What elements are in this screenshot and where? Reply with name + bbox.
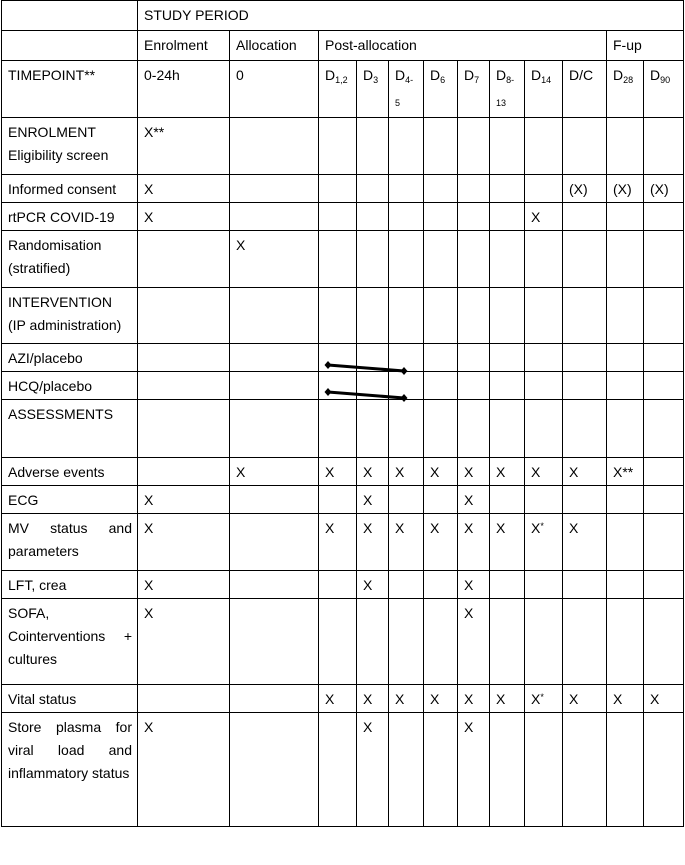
cell-mark: X** bbox=[138, 118, 230, 175]
timepoint-d90 bbox=[644, 61, 684, 118]
cell-mark: X bbox=[138, 203, 230, 231]
timepoint-d-letter: D bbox=[613, 67, 624, 83]
timepoint-subscript: 7 bbox=[474, 75, 480, 85]
cell-mark: X bbox=[357, 458, 389, 486]
phase-post-allocation: Post-allocation bbox=[319, 31, 607, 61]
cell-mark: X bbox=[458, 685, 490, 713]
timepoint-d4-5 bbox=[389, 61, 424, 118]
cell-mark-starred bbox=[525, 514, 563, 571]
cell-mark: X bbox=[490, 458, 525, 486]
timepoint-d14 bbox=[525, 61, 563, 118]
row-label-lft: LFT, crea bbox=[2, 571, 138, 599]
row-ecg bbox=[2, 486, 684, 514]
label-intervention: INTERVENTION bbox=[8, 294, 112, 310]
row-label-azi: AZI/placebo bbox=[2, 344, 138, 372]
timepoint-d-letter: D bbox=[430, 67, 441, 83]
cell-mark: X bbox=[525, 203, 563, 231]
timepoint-d-letter: D bbox=[464, 67, 475, 83]
timepoint-d-letter: D bbox=[325, 67, 336, 83]
cell-mark: X bbox=[319, 514, 357, 571]
cell-mark: X bbox=[644, 685, 684, 713]
header-row-phases bbox=[2, 31, 684, 61]
row-hcq bbox=[2, 372, 684, 400]
cell-mark: X bbox=[389, 514, 424, 571]
timepoint-d-letter: D bbox=[531, 67, 542, 83]
timepoint-d-letter: D bbox=[363, 67, 374, 83]
cell-mark: X bbox=[319, 685, 357, 713]
row-label-assessments: ASSESSMENTS bbox=[2, 400, 138, 458]
cell-mark: X bbox=[138, 713, 230, 827]
cell-mark: X bbox=[357, 514, 389, 571]
timepoint-d8-13 bbox=[490, 61, 525, 118]
cell-mark: X bbox=[458, 486, 490, 514]
timepoint-d7 bbox=[458, 61, 490, 118]
cell-mark: X bbox=[357, 486, 389, 514]
cell-mark: X bbox=[357, 685, 389, 713]
cell-mark: X bbox=[458, 571, 490, 599]
cell-mark: X bbox=[563, 514, 607, 571]
cell-mark-optional: (X) bbox=[563, 175, 607, 203]
row-informed-consent bbox=[2, 175, 684, 203]
timepoint-d1-2 bbox=[319, 61, 357, 118]
row-lft bbox=[2, 571, 684, 599]
timepoint-subscript: 3 bbox=[373, 75, 379, 85]
cell-mark: X bbox=[138, 175, 230, 203]
spirit-schedule-table bbox=[1, 0, 684, 827]
timepoint-d-letter: D bbox=[395, 67, 406, 83]
timepoint-discharge: D/C bbox=[563, 61, 607, 118]
cell-mark: X bbox=[424, 458, 458, 486]
phase-enrolment: Enrolment bbox=[138, 31, 230, 61]
label-ip-administration: (IP administration) bbox=[8, 317, 122, 333]
label-enrolment-title: ENROLMENT bbox=[8, 124, 96, 140]
cell-mark: X bbox=[424, 514, 458, 571]
cell-mark: X bbox=[458, 599, 490, 685]
row-label-intervention bbox=[2, 288, 138, 344]
cell-mark: X bbox=[230, 458, 319, 486]
row-label-consent: Informed consent bbox=[2, 175, 138, 203]
phase-follow-up: F-up bbox=[607, 31, 684, 61]
cell-mark-optional: (X) bbox=[644, 175, 684, 203]
cell-mark-starred bbox=[525, 685, 563, 713]
cell-mark-optional: (X) bbox=[607, 175, 644, 203]
timepoint-subscript: 8-13 bbox=[496, 75, 515, 108]
timepoint-d-letter: D bbox=[650, 67, 661, 83]
cell-mark: X bbox=[458, 514, 490, 571]
cell-mark: X bbox=[138, 599, 230, 685]
mark-x: X bbox=[531, 520, 541, 536]
row-label-hcq: HCQ/placebo bbox=[2, 372, 138, 400]
phase-allocation: Allocation bbox=[230, 31, 319, 61]
cell-mark: X bbox=[525, 458, 563, 486]
row-label-enrolment bbox=[2, 118, 138, 175]
cell-mark: X** bbox=[607, 458, 644, 486]
timepoint-row bbox=[2, 61, 684, 118]
header-row-study-period bbox=[2, 1, 684, 31]
row-label-rtpcr: rtPCR COVID-19 bbox=[2, 203, 138, 231]
row-azi bbox=[2, 344, 684, 372]
cell-mark: X bbox=[458, 713, 490, 827]
mark-x: X bbox=[531, 691, 541, 707]
cell-mark: X bbox=[357, 571, 389, 599]
corner-cell bbox=[2, 1, 138, 31]
timepoint-d28 bbox=[607, 61, 644, 118]
row-label-ecg: ECG bbox=[2, 486, 138, 514]
cell-mark: X bbox=[138, 486, 230, 514]
label-randomisation: Randomisation bbox=[8, 237, 102, 253]
cell-mark: X bbox=[319, 458, 357, 486]
cell-mark: X bbox=[607, 685, 644, 713]
timepoint-subscript: 90 bbox=[660, 75, 671, 85]
timepoint-label: TIMEPOINT** bbox=[2, 61, 138, 118]
timepoint-subscript: 1,2 bbox=[335, 75, 348, 85]
row-mv-status bbox=[2, 514, 684, 571]
cell-mark: X bbox=[357, 713, 389, 827]
cell-mark: X bbox=[138, 514, 230, 571]
mark-star: * bbox=[540, 521, 544, 531]
timepoint-0-24h: 0-24h bbox=[138, 61, 230, 118]
timepoint-subscript: 4-5 bbox=[395, 75, 414, 108]
cell-mark: X bbox=[389, 458, 424, 486]
row-sofa bbox=[2, 599, 684, 685]
row-enrolment bbox=[2, 118, 684, 175]
row-label-adverse: Adverse events bbox=[2, 458, 138, 486]
cell-mark: X bbox=[563, 685, 607, 713]
timepoint-subscript: 6 bbox=[440, 75, 446, 85]
cell-mark: X bbox=[563, 458, 607, 486]
row-vital-status bbox=[2, 685, 684, 713]
row-store-plasma bbox=[2, 713, 684, 827]
row-label-mv: MV status and parameters bbox=[2, 514, 138, 571]
label-stratified: (stratified) bbox=[8, 260, 71, 276]
cell-mark: X bbox=[424, 685, 458, 713]
row-intervention bbox=[2, 288, 684, 344]
cell-mark: X bbox=[389, 685, 424, 713]
timepoint-allocation: 0 bbox=[230, 61, 319, 118]
study-period-header: STUDY PERIOD bbox=[138, 1, 684, 31]
timepoint-d-letter: D bbox=[496, 67, 507, 83]
label-eligibility: Eligibility screen bbox=[8, 147, 109, 163]
timepoint-d6 bbox=[424, 61, 458, 118]
timepoint-d3 bbox=[357, 61, 389, 118]
row-assessments bbox=[2, 400, 684, 458]
row-adverse-events bbox=[2, 458, 684, 486]
cell-mark: X bbox=[138, 571, 230, 599]
row-rtpcr bbox=[2, 203, 684, 231]
cell-mark: X bbox=[458, 458, 490, 486]
timepoint-subscript: 28 bbox=[623, 75, 634, 85]
cell-mark: X bbox=[490, 514, 525, 571]
row-label-randomisation bbox=[2, 231, 138, 288]
timepoint-subscript: 14 bbox=[541, 75, 552, 85]
row-label-plasma: Store plasma for viral load and inflammatory status bbox=[2, 713, 138, 827]
mark-star: * bbox=[540, 692, 544, 702]
row-label-vital: Vital status bbox=[2, 685, 138, 713]
cell-mark: X bbox=[490, 685, 525, 713]
row-randomisation bbox=[2, 231, 684, 288]
row-label-sofa: SOFA, Cointerventions + cultures bbox=[2, 599, 138, 685]
cell-mark: X bbox=[230, 231, 319, 288]
phase-blank-cell bbox=[2, 31, 138, 61]
